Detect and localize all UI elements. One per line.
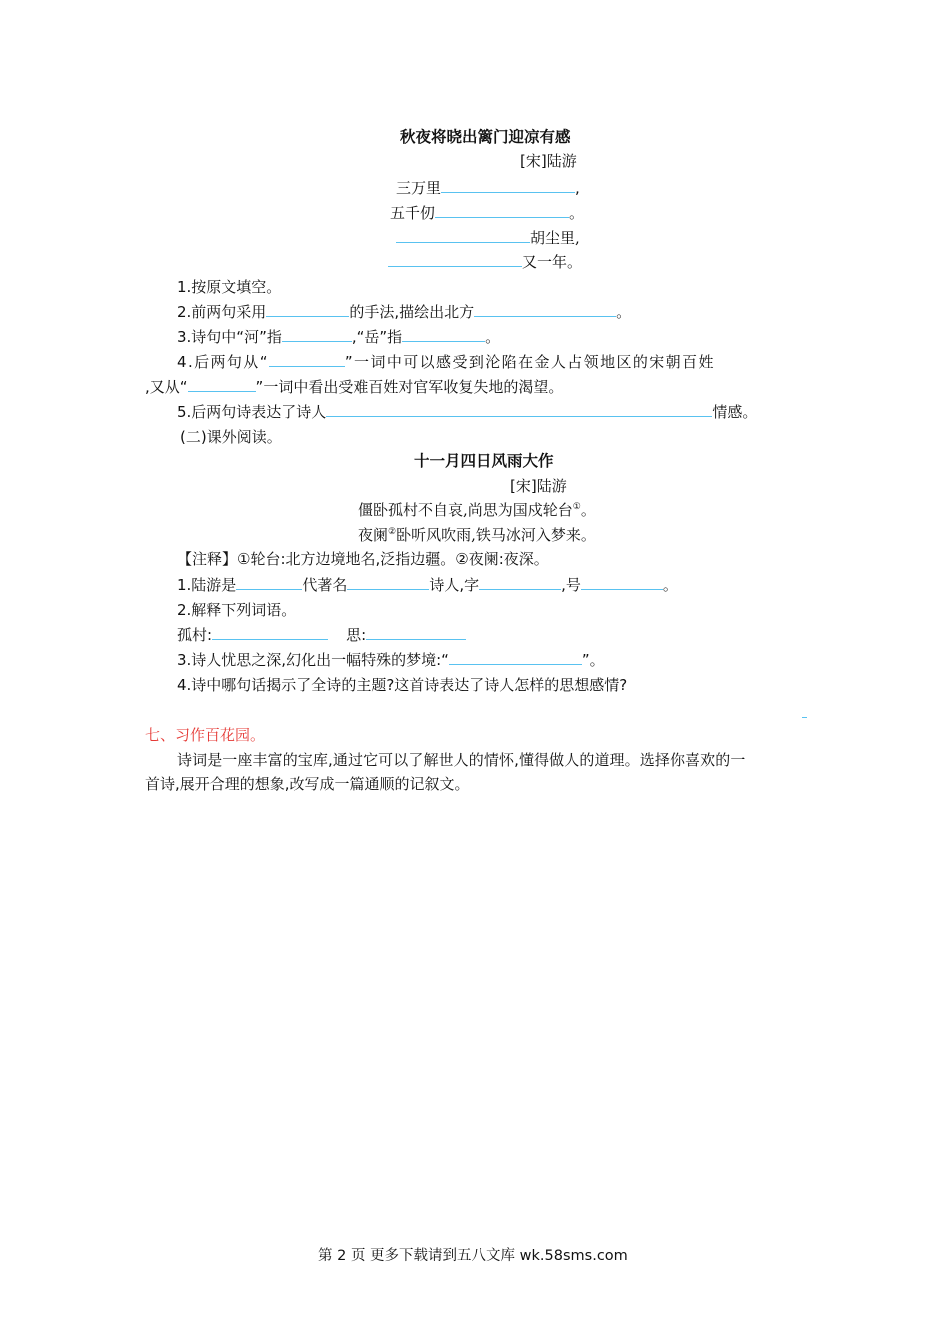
q1-4-line2 xyxy=(145,377,563,397)
word-si: 思: xyxy=(346,626,367,644)
q1-4-a: 4.后两句从“ xyxy=(177,353,269,371)
poem2-line1-text: 僵卧孤村不自哀,尚思为国戍轮台 xyxy=(358,501,573,519)
section7-text-line1: 诗词是一座丰富的宝库,通过它可以了解世人的情怀,懂得做人的道理。选择你喜欢的一 xyxy=(177,751,746,769)
poem2-line2-start: 夜阑 xyxy=(358,526,389,544)
answer-blank[interactable] xyxy=(366,625,466,640)
q1-4-d: ”一词中看出受难百姓对官军收复失地的渴望。 xyxy=(255,378,564,396)
q2-1-a: 1.陆游是 xyxy=(177,576,237,594)
section7-heading: 七、习作百花园。 xyxy=(145,726,266,744)
q2-2-words xyxy=(177,625,466,645)
q2-4: 4.诗中哪句话揭示了全诗的主题?这首诗表达了诗人怎样的思想感情? xyxy=(177,676,628,694)
answer-blank[interactable] xyxy=(441,178,575,193)
poem2-author: [宋]陆游 xyxy=(510,477,567,495)
answer-blank[interactable] xyxy=(396,228,530,243)
q2-2: 2.解释下列词语。 xyxy=(177,601,297,619)
q1-4-b: ”一词中可以感受到沦陷在金人占领地区的宋朝百姓 xyxy=(344,353,715,371)
poem1-line4-end: 又一年。 xyxy=(522,253,583,271)
q2-1-d: ,号 xyxy=(561,576,581,594)
answer-blank[interactable] xyxy=(347,575,429,590)
answer-blank[interactable] xyxy=(449,650,582,665)
poem1-line1-end: , xyxy=(575,179,580,197)
page-footer: 第 2 页 更多下载请到五八文库 wk.58sms.com xyxy=(318,1248,628,1264)
q2-1-e: 。 xyxy=(662,576,678,594)
q1-5 xyxy=(177,402,757,422)
poem1-line2-end: 。 xyxy=(569,204,585,222)
q1-2-c: 。 xyxy=(616,303,632,321)
poem1-line1-start: 三万里 xyxy=(396,179,442,197)
answer-blank[interactable] xyxy=(282,327,352,342)
poem1-line2-start: 五千仞 xyxy=(390,204,436,222)
poem2-line1 xyxy=(358,500,596,520)
q1-4-line1 xyxy=(177,352,715,372)
q1-3-a: 3.诗句中“河”指 xyxy=(177,328,282,346)
poem1-line3 xyxy=(396,228,580,248)
answer-blank[interactable] xyxy=(236,575,302,590)
poem1-line2 xyxy=(390,203,584,223)
q1-3-c: 。 xyxy=(485,328,501,346)
poem2-line2 xyxy=(358,525,596,545)
answer-blank[interactable] xyxy=(266,302,349,317)
poem1-line4 xyxy=(388,252,582,272)
q1-4-c: ,又从“ xyxy=(145,378,188,396)
q1-3-b: ,“岳”指 xyxy=(351,328,403,346)
poem1-author: [宋]陆游 xyxy=(520,152,577,170)
footnote-1-marker: ① xyxy=(572,502,581,512)
section7-text-line2: 首诗,展开合理的想象,改写成一篇通顺的记叙文。 xyxy=(145,775,470,793)
answer-blank[interactable] xyxy=(269,352,345,367)
q1-2-a: 2.前两句采用 xyxy=(177,303,267,321)
poem2-line2-text: 卧听风吹雨,铁马冰河入梦来。 xyxy=(396,526,596,544)
answer-line[interactable] xyxy=(802,717,807,718)
word-gucun: 孤村: xyxy=(177,626,213,644)
q1-2-b: 的手法,描绘出北方 xyxy=(349,303,475,321)
answer-blank[interactable] xyxy=(326,402,712,417)
answer-blank[interactable] xyxy=(388,252,522,267)
poem1-line1 xyxy=(396,178,580,198)
q2-1-c: 诗人,字 xyxy=(429,576,480,594)
q1-1: 1.按原文填空。 xyxy=(177,278,282,296)
footnote-2-marker: ② xyxy=(388,527,397,537)
poem1-title: 秋夜将晓出篱门迎凉有感 xyxy=(400,127,571,146)
poem2-title: 十一月四日风雨大作 xyxy=(414,451,554,470)
q2-3-b: ”。 xyxy=(581,651,605,669)
q1-2 xyxy=(177,302,631,322)
answer-blank[interactable] xyxy=(474,302,616,317)
answer-blank[interactable] xyxy=(435,203,569,218)
poem2-line1-end: 。 xyxy=(580,501,596,519)
q1-3 xyxy=(177,327,500,347)
q1-5-b: 情感。 xyxy=(712,403,758,421)
answer-blank[interactable] xyxy=(402,327,485,342)
poem1-line3-end: 胡尘里, xyxy=(530,229,580,247)
section-extra-reading: (二)课外阅读。 xyxy=(180,428,282,446)
q2-1 xyxy=(177,575,678,595)
answer-blank[interactable] xyxy=(479,575,561,590)
answer-blank[interactable] xyxy=(581,575,663,590)
answer-blank[interactable] xyxy=(188,377,256,392)
annotation-note: 【注释】①轮台:北方边境地名,泛指边疆。②夜阑:夜深。 xyxy=(177,550,549,568)
answer-blank[interactable] xyxy=(212,625,328,640)
q1-5-a: 5.后两句诗表达了诗人 xyxy=(177,403,327,421)
q2-3 xyxy=(177,650,605,670)
q2-3-a: 3.诗人忧思之深,幻化出一幅特殊的梦境:“ xyxy=(177,651,449,669)
q2-1-b: 代著名 xyxy=(302,576,348,594)
